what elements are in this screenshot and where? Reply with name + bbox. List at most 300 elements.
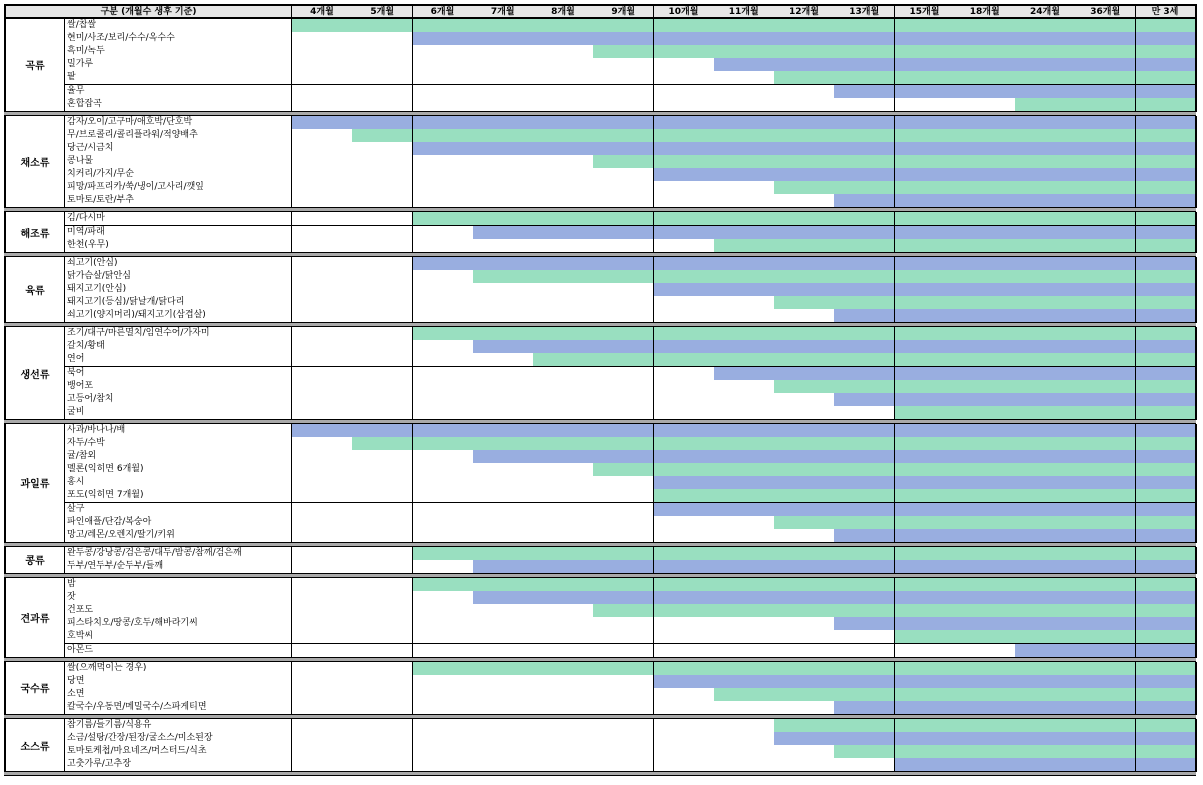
category-4 [4, 327, 65, 419]
month-cell [654, 296, 715, 310]
month-cell [473, 476, 534, 490]
month-cell [593, 688, 654, 702]
month-cell [352, 181, 413, 195]
month-cell [473, 19, 534, 33]
month-cell [593, 463, 654, 477]
month-cell [352, 617, 413, 631]
month-cell [292, 340, 353, 354]
month-cell [593, 32, 654, 46]
month-cell [834, 283, 895, 297]
month-cell [774, 380, 835, 394]
month-cell [1015, 406, 1076, 420]
food-label: 쌀/찹쌀 [65, 19, 292, 33]
month-cell [714, 58, 775, 72]
month-cell [593, 239, 654, 253]
month-cell [895, 129, 956, 143]
category-label: 해조류 [20, 228, 50, 240]
food-label: 굴비 [65, 406, 292, 420]
month-cell [774, 239, 835, 253]
month-cell [714, 644, 775, 658]
food-label: 망고/레몬/오렌지/딸기/키위 [65, 529, 292, 543]
month-cell [895, 283, 956, 297]
month-cell [473, 142, 534, 156]
month-cell [473, 463, 534, 477]
food-label: 조기/대구/마른멸치/임연수어/가자미 [65, 327, 292, 341]
month-cell [774, 758, 835, 772]
month-cell [352, 116, 413, 130]
month-cell [352, 688, 413, 702]
month-cell [955, 71, 1016, 85]
month-cell [1075, 239, 1136, 253]
month-cell [955, 58, 1016, 72]
month-cell [593, 745, 654, 759]
month-cell [955, 393, 1016, 407]
month-cell [292, 212, 353, 226]
month-cell [1075, 745, 1136, 759]
month-cell [955, 463, 1016, 477]
month-cell [352, 758, 413, 772]
month-cell [774, 476, 835, 490]
month-cell [714, 283, 775, 297]
food-label: 소금/설탕/간장/된장/굴소스/미소된장 [65, 732, 292, 746]
month-cell [533, 71, 594, 85]
month-cell [1015, 450, 1076, 464]
food-label: 파인애플/단감/복숭아 [65, 516, 292, 530]
month-cell [714, 45, 775, 59]
month-cell [533, 578, 594, 592]
month-cell [352, 155, 413, 169]
month-cell [352, 560, 413, 574]
month-cell [955, 450, 1016, 464]
month-cell [533, 45, 594, 59]
month-cell [1075, 489, 1136, 503]
month-cell [352, 212, 413, 226]
month-cell [1136, 393, 1197, 407]
month-cell [292, 529, 353, 543]
month-cell [714, 437, 775, 451]
food-label: 피망/파프리카/쑥/냉이/고사리/깻잎 [65, 181, 292, 195]
month-cell [593, 194, 654, 208]
month-cell [1136, 19, 1197, 33]
category-9 [4, 719, 65, 771]
food-label: 뱅어포 [65, 380, 292, 394]
month-cell [292, 98, 353, 112]
month-cell [593, 181, 654, 195]
month-cell [413, 98, 474, 112]
month-cell [834, 380, 895, 394]
month-cell [533, 367, 594, 381]
month-cell [774, 257, 835, 271]
month-cell [834, 116, 895, 130]
month-cell [292, 327, 353, 341]
month-cell [292, 719, 353, 733]
month-cell [352, 701, 413, 715]
month-cell [473, 437, 534, 451]
month-cell [292, 194, 353, 208]
month-cell [895, 732, 956, 746]
month-cell [1136, 591, 1197, 605]
month-cell [473, 155, 534, 169]
month-cell [473, 32, 534, 46]
month-cell [1015, 380, 1076, 394]
month-cell [292, 380, 353, 394]
month-cell [352, 380, 413, 394]
month-cell [533, 327, 594, 341]
month-cell [593, 327, 654, 341]
month-cell [593, 489, 654, 503]
month-cell [1136, 85, 1197, 99]
month-cell [292, 758, 353, 772]
month-cell [292, 71, 353, 85]
month-cell [834, 617, 895, 631]
month-cell [955, 212, 1016, 226]
month-cell [473, 257, 534, 271]
month-cell [292, 644, 353, 658]
month-cell [1075, 155, 1136, 169]
food-label: 현미/사조/보리/수수/옥수수 [65, 32, 292, 46]
month-cell [533, 283, 594, 297]
month-cell [895, 745, 956, 759]
month-cell [774, 516, 835, 530]
month-cell [292, 745, 353, 759]
month-cell [834, 719, 895, 733]
month-cell [714, 463, 775, 477]
month-cell [533, 212, 594, 226]
month-cell [714, 719, 775, 733]
month-cell [774, 194, 835, 208]
month-cell [834, 701, 895, 715]
month-cell [774, 327, 835, 341]
month-cell [834, 547, 895, 561]
month-cell [1136, 129, 1197, 143]
month-cell [955, 662, 1016, 676]
month-cell [895, 58, 956, 72]
month-cell [714, 85, 775, 99]
category-8 [4, 662, 65, 714]
month-cell [473, 644, 534, 658]
month-cell [774, 644, 835, 658]
month-cell [654, 168, 715, 182]
header-month: 12개월 [774, 4, 835, 19]
month-cell [654, 644, 715, 658]
food-label: 돼지고기(등심)/닭날개/닭다리 [65, 296, 292, 310]
month-cell [895, 194, 956, 208]
month-cell [714, 270, 775, 284]
month-cell [1015, 393, 1076, 407]
month-cell [1136, 758, 1197, 772]
food-label: 감자/오이/고구마/애호박/단호박 [65, 116, 292, 130]
month-cell [955, 604, 1016, 618]
month-cell [714, 547, 775, 561]
category-6 [4, 547, 65, 573]
header-month: 7개월 [473, 4, 534, 19]
month-cell [714, 340, 775, 354]
month-cell [834, 732, 895, 746]
month-cell [654, 424, 715, 438]
month-cell [1075, 367, 1136, 381]
month-cell [292, 701, 353, 715]
month-cell [352, 257, 413, 271]
month-cell [473, 591, 534, 605]
month-cell [413, 71, 474, 85]
month-cell [352, 630, 413, 644]
month-cell [834, 578, 895, 592]
month-cell [714, 98, 775, 112]
month-cell [292, 732, 353, 746]
month-cell [533, 257, 594, 271]
month-cell [1015, 194, 1076, 208]
month-cell [533, 450, 594, 464]
month-cell [1015, 489, 1076, 503]
month-cell [955, 270, 1016, 284]
month-cell [1136, 701, 1197, 715]
month-cell [654, 142, 715, 156]
month-cell [955, 129, 1016, 143]
month-cell [1136, 604, 1197, 618]
category-7 [4, 578, 65, 657]
month-cell [834, 675, 895, 689]
month-cell [774, 406, 835, 420]
month-cell [1136, 688, 1197, 702]
month-cell [473, 296, 534, 310]
month-cell [352, 529, 413, 543]
month-cell [1015, 116, 1076, 130]
month-cell [895, 45, 956, 59]
month-cell [1075, 212, 1136, 226]
month-cell [533, 547, 594, 561]
month-cell [955, 688, 1016, 702]
month-cell [955, 644, 1016, 658]
header-month: 4개월 [292, 4, 353, 19]
month-cell [654, 529, 715, 543]
month-cell [473, 578, 534, 592]
food-label: 살구 [65, 503, 292, 517]
month-cell [955, 476, 1016, 490]
month-cell [473, 226, 534, 240]
month-cell [955, 283, 1016, 297]
month-cell [533, 406, 594, 420]
month-cell [292, 309, 353, 323]
food-label: 귤/참외 [65, 450, 292, 464]
month-cell [1015, 732, 1076, 746]
month-cell [413, 463, 474, 477]
month-cell [352, 353, 413, 367]
month-cell [774, 578, 835, 592]
month-cell [774, 529, 835, 543]
month-cell [593, 424, 654, 438]
month-cell [654, 630, 715, 644]
month-cell [593, 529, 654, 543]
month-cell [654, 270, 715, 284]
month-cell [352, 19, 413, 33]
month-cell [834, 239, 895, 253]
month-cell [834, 688, 895, 702]
month-cell [714, 560, 775, 574]
month-cell [533, 591, 594, 605]
month-cell [1075, 591, 1136, 605]
month-cell [413, 701, 474, 715]
month-cell [1015, 98, 1076, 112]
month-cell [895, 393, 956, 407]
month-cell [654, 45, 715, 59]
food-label: 무/브로콜리/콜리플라워/적양배추 [65, 129, 292, 143]
month-cell [593, 168, 654, 182]
month-cell [774, 58, 835, 72]
month-cell [774, 226, 835, 240]
month-cell [1136, 155, 1197, 169]
month-cell [1015, 591, 1076, 605]
month-cell [1136, 239, 1197, 253]
month-cell [473, 129, 534, 143]
month-cell [292, 116, 353, 130]
month-cell [714, 155, 775, 169]
month-cell [1015, 226, 1076, 240]
month-cell [593, 450, 654, 464]
month-cell [955, 547, 1016, 561]
month-cell [533, 560, 594, 574]
month-cell [593, 516, 654, 530]
food-label: 아몬드 [65, 644, 292, 658]
month-cell [533, 688, 594, 702]
month-cell [774, 688, 835, 702]
month-cell [1015, 155, 1076, 169]
food-label: 흑미/녹두 [65, 45, 292, 59]
month-cell [774, 353, 835, 367]
month-cell [533, 719, 594, 733]
month-cell [654, 194, 715, 208]
month-cell [533, 142, 594, 156]
month-cell [352, 406, 413, 420]
month-cell [1015, 142, 1076, 156]
month-cell [1075, 168, 1136, 182]
month-cell [895, 547, 956, 561]
month-cell [593, 662, 654, 676]
header-month: 24개월 [1015, 4, 1076, 19]
category-label: 견과류 [20, 613, 50, 625]
month-cell [654, 437, 715, 451]
month-cell [413, 675, 474, 689]
month-cell [533, 353, 594, 367]
month-cell [1075, 309, 1136, 323]
month-cell [352, 32, 413, 46]
month-cell [1136, 181, 1197, 195]
food-label: 김/다시마 [65, 212, 292, 226]
month-cell [352, 719, 413, 733]
month-cell [774, 129, 835, 143]
food-label: 자두/수박 [65, 437, 292, 451]
month-cell [413, 489, 474, 503]
month-cell [714, 688, 775, 702]
header-month: 8개월 [533, 4, 594, 19]
month-cell [1015, 701, 1076, 715]
month-cell [774, 630, 835, 644]
month-cell [1075, 516, 1136, 530]
month-cell [774, 283, 835, 297]
month-cell [292, 239, 353, 253]
month-cell [1136, 732, 1197, 746]
month-cell [352, 516, 413, 530]
month-cell [1075, 296, 1136, 310]
month-cell [473, 547, 534, 561]
month-cell [593, 98, 654, 112]
month-cell [955, 758, 1016, 772]
month-cell [1136, 617, 1197, 631]
month-cell [593, 701, 654, 715]
month-cell [955, 516, 1016, 530]
month-cell [714, 142, 775, 156]
month-cell [895, 424, 956, 438]
month-cell [593, 340, 654, 354]
month-cell [834, 516, 895, 530]
food-label: 팥 [65, 71, 292, 85]
month-cell [413, 719, 474, 733]
month-cell [714, 476, 775, 490]
month-cell [714, 168, 775, 182]
month-cell [774, 591, 835, 605]
month-cell [895, 476, 956, 490]
month-cell [413, 181, 474, 195]
month-cell [413, 239, 474, 253]
month-cell [1136, 283, 1197, 297]
food-label: 치커리/가지/무순 [65, 168, 292, 182]
month-cell [774, 719, 835, 733]
month-cell [533, 58, 594, 72]
month-cell [473, 98, 534, 112]
month-cell [654, 688, 715, 702]
month-cell [352, 437, 413, 451]
month-cell [533, 604, 594, 618]
month-cell [774, 662, 835, 676]
month-cell [413, 296, 474, 310]
month-cell [1075, 662, 1136, 676]
month-cell [834, 257, 895, 271]
month-cell [714, 194, 775, 208]
month-cell [1136, 516, 1197, 530]
month-cell [834, 296, 895, 310]
month-cell [593, 212, 654, 226]
month-cell [834, 309, 895, 323]
month-cell [473, 732, 534, 746]
month-cell [533, 630, 594, 644]
month-cell [593, 226, 654, 240]
month-cell [352, 129, 413, 143]
month-cell [895, 155, 956, 169]
month-cell [1075, 393, 1136, 407]
food-label: 콩나물 [65, 155, 292, 169]
month-cell [533, 644, 594, 658]
month-cell [533, 270, 594, 284]
header-month: 11개월 [714, 4, 775, 19]
month-cell [774, 675, 835, 689]
month-cell [352, 58, 413, 72]
category-label: 곡류 [25, 61, 45, 73]
month-cell [654, 380, 715, 394]
month-cell [533, 732, 594, 746]
month-cell [774, 45, 835, 59]
month-cell [292, 662, 353, 676]
month-cell [654, 463, 715, 477]
month-cell [292, 591, 353, 605]
month-cell [654, 617, 715, 631]
month-cell [593, 604, 654, 618]
month-cell [1015, 129, 1076, 143]
header-month: 10개월 [654, 4, 715, 19]
category-label: 생선류 [20, 369, 50, 381]
month-cell [413, 688, 474, 702]
month-cell [654, 560, 715, 574]
month-cell [1015, 476, 1076, 490]
month-cell [1136, 745, 1197, 759]
